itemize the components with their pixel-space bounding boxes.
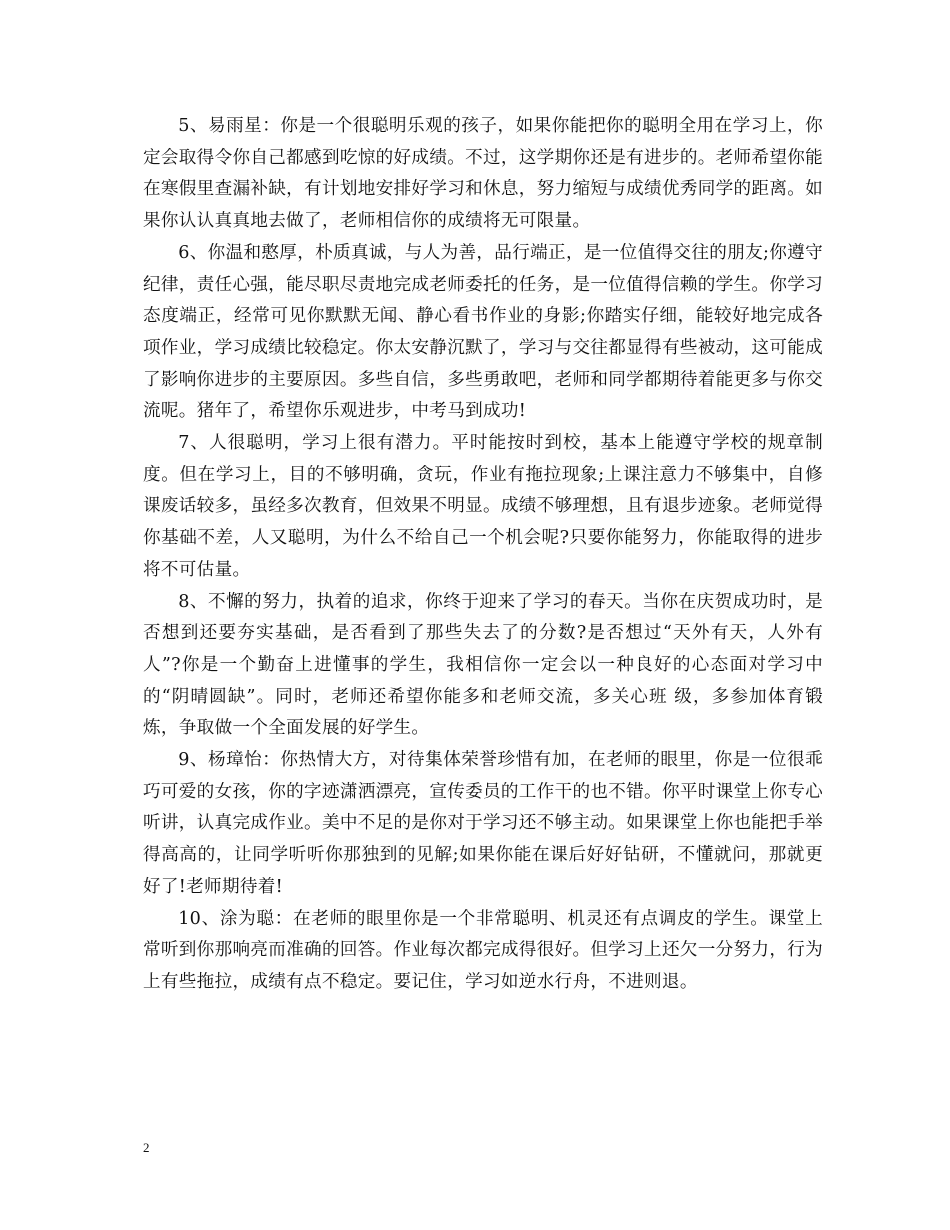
- paragraph-8: 8、不懈的努力，执着的追求，你终于迎来了学习的春天。当你在庆贺成功时，是否想到还要夯实基础，是否看到了那些失去了的分数?是否想过“天外有天，人外有人”?你是一个勤奋上进懂事的学生，我相信你一定会以一种良好的心态面对学习中的“阴晴圆缺”。同时，老师还希望你能多和老师交流，多关心班 级，多参加体育锻炼，争取做一个全面发展的好学生。: [143, 591, 823, 739]
- paragraph-10: 10、涂为聪：在老师的眼里你是一个非常聪明、机灵还有点调皮的学生。课堂上常听到你那响亮而准确的回答。作业每次都完成得很好。但学习上还欠一分努力，行为上有些拖拉，成绩有点不稳定。要记住，学习如逆水行舟，不进则退。: [143, 908, 823, 992]
- document-body: [143, 111, 823, 999]
- page-number: 2: [143, 1140, 150, 1155]
- paragraph-5: 5、易雨星：你是一个很聪明乐观的孩子，如果你能把你的聪明全用在学习上，你定会取得令你自己都感到吃惊的好成绩。不过，这学期你还是有进步的。老师希望你能在寒假里查漏补缺，有计划地安排好学习和休息，努力缩短与成绩优秀同学的距离。如果你认认真真地去做了，老师相信你的成绩将无可限量。: [143, 116, 823, 232]
- paragraph-6: 6、你温和憨厚，朴质真诚，与人为善，品行端正，是一位值得交往的朋友;你遵守纪律，责任心强，能尽职尽责地完成老师委托的任务，是一位值得信赖的学生。你学习态度端正，经常可见你默默无闻、静心看书作业的身影;你踏实仔细，能较好地完成各项作业，学习成绩比较稳定。你太安静沉默了，学习与交往都显得有些被动，这可能成了影响你进步的主要原因。多些自信，多些勇敢吧，老师和同学都期待着能更多与你交流呢。猪年了，希望你乐观进步，中考马到成功!: [143, 242, 823, 422]
- paragraph-9: 9、杨璋怡：你热情大方，对待集体荣誉珍惜有加，在老师的眼里，你是一位很乖巧可爱的女孩，你的字迹潇洒漂亮，宣传委员的工作干的也不错。你平时课堂上你专心听讲，认真完成作业。美中不足的是你对于学习还不够主动。如果课堂上你也能把手举得高高的，让同学听听你那独到的见解;如果你能在课后好好钻研，不懂就问，那就更好了!老师期待着!: [143, 750, 823, 897]
- paragraph-7: 7、人很聪明，学习上很有潜力。平时能按时到校，基本上能遵守学校的规章制度。但在学习上，目的不够明确，贪玩，作业有拖拉现象;上课注意力不够集中，自修课废话较多，虽经多次教育，但效果不明显。成绩不够理想，且有退步迹象。老师觉得你基础不差，人又聪明，为什么不给自己一个机会呢?只要你能努力，你能取得的进步将不可估量。: [143, 433, 823, 580]
